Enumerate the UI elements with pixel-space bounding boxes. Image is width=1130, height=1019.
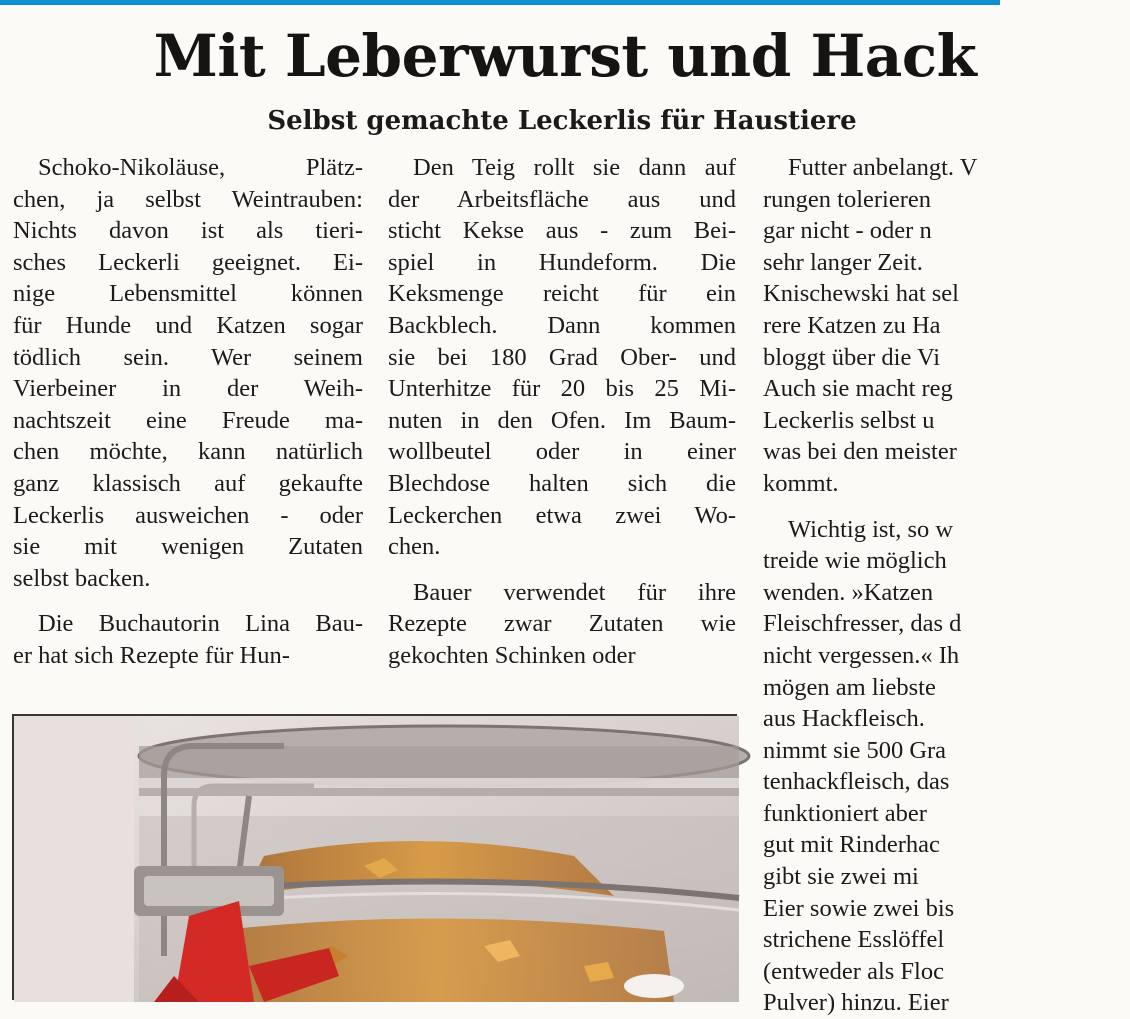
text-line: nicht vergessen.« Ih <box>763 641 960 669</box>
text-line: selbst backen. <box>13 564 151 592</box>
article-paragraph <box>763 152 1000 500</box>
text-line: sticht Kekse aus - zum Bei- <box>388 217 736 245</box>
text-line: chen möchte, kann natürlich <box>13 438 363 466</box>
text-line: Unterhitze für 20 bis 25 Mi- <box>388 375 736 403</box>
text-line: spiel in Hundeform. Die <box>388 248 736 276</box>
text-line: Knischewski hat sel <box>763 280 959 308</box>
text-line: Pulver) hinzu. Eier <box>763 989 949 1017</box>
text-line: Leckerlis selbst u <box>763 406 935 434</box>
article-photo <box>12 714 737 1000</box>
text-line: nuten in den Ofen. Im Baum- <box>388 406 736 434</box>
paragraph-gap <box>763 500 1000 514</box>
text-line: rungen tolerieren <box>763 185 932 213</box>
text-line: sie mit wenigen Zutaten <box>13 533 363 561</box>
text-line: sehr langer Zeit. <box>763 248 923 276</box>
text-line: tenhackfleisch, das <box>763 768 950 796</box>
text-line: aus Hackfleisch. <box>763 705 925 733</box>
text-line: chen, ja selbst Weintrauben: <box>13 185 363 213</box>
text-line: ganz klassisch auf gekaufte <box>13 469 363 497</box>
article-paragraph <box>763 514 1000 1019</box>
article-paragraph <box>388 577 736 672</box>
text-line: für Hunde und Katzen sogar <box>13 311 363 339</box>
text-line: rere Katzen zu Ha <box>763 311 941 339</box>
text-line: Futter anbelangt. V <box>788 154 978 181</box>
text-line: wenden. »Katzen <box>763 578 934 606</box>
text-line: chen. <box>388 533 441 561</box>
text-line: Rezepte zwar Zutaten wie <box>388 610 736 638</box>
article-paragraph <box>388 152 736 563</box>
text-line: sie bei 180 Grad Ober- und <box>388 343 736 371</box>
text-line: Keksmenge reicht für ein <box>388 280 736 308</box>
text-line: mögen am liebste <box>763 673 936 701</box>
article-column-3 <box>763 152 1000 1017</box>
paragraph-gap <box>388 563 736 577</box>
text-line: bloggt über die Vi <box>763 343 941 371</box>
text-line: treide wie möglich <box>763 547 947 575</box>
text-line: tödlich sein. Wer seinem <box>13 343 363 371</box>
text-line: Auch sie macht reg <box>763 375 953 403</box>
text-line: funktioniert aber <box>763 799 927 827</box>
text-line: Bauer verwendet für ihre <box>413 578 736 606</box>
text-line: gibt sie zwei mi <box>763 863 919 891</box>
text-line: nimmt sie 500 Gra <box>763 736 947 764</box>
text-line: wollbeutel oder in einer <box>388 438 736 466</box>
text-line: Fleischfresser, das d <box>763 610 962 638</box>
text-line: kommt. <box>763 469 839 497</box>
glass-jar-with-dog-treats-photo <box>14 716 739 1002</box>
article-paragraph <box>13 152 363 594</box>
article-headline: Mit Leberwurst und Hack <box>153 22 977 90</box>
text-line: Den Teig rollt sie dann auf <box>413 154 736 181</box>
text-line: Die Buchautorin Lina Bau- <box>38 610 363 638</box>
text-line: Eier sowie zwei bis <box>763 894 955 922</box>
text-line: Leckerchen etwa zwei Wo- <box>388 501 736 529</box>
text-line: was bei den meister <box>763 438 957 466</box>
text-line: Nichts davon ist als tieri- <box>13 217 363 245</box>
text-line: strichene Esslöffel <box>763 926 945 954</box>
text-line: nachtszeit eine Freude ma- <box>13 406 363 434</box>
top-accent-rule <box>0 0 1000 5</box>
text-line: Blechdose halten sich die <box>388 469 736 497</box>
text-line: Leckerlis ausweichen - oder <box>13 501 363 529</box>
article-subheadline: Selbst gemachte Leckerlis für Haustiere <box>267 106 857 136</box>
article-paragraph <box>13 608 363 671</box>
text-line: nige Lebensmittel können <box>13 280 363 308</box>
text-line: Backblech. Dann kommen <box>388 311 736 339</box>
text-line: gekochten Schinken oder <box>388 641 636 669</box>
text-line: gar nicht - oder n <box>763 217 932 245</box>
text-line: sches Leckerli geeignet. Ei- <box>13 248 363 276</box>
text-line: Vierbeiner in der Weih- <box>13 375 363 403</box>
article-column-2 <box>388 152 736 672</box>
text-line: er hat sich Rezepte für Hun- <box>13 641 290 669</box>
text-line: Wichtig ist, so w <box>788 515 954 543</box>
text-line: (entweder als Floc <box>763 957 944 985</box>
text-line: der Arbeitsfläche aus und <box>388 185 736 213</box>
article-column-1 <box>13 152 363 672</box>
text-line: gut mit Rinderhac <box>763 831 940 859</box>
paragraph-gap <box>13 594 363 608</box>
text-line: Schoko-Nikoläuse, Plätz- <box>38 154 363 181</box>
